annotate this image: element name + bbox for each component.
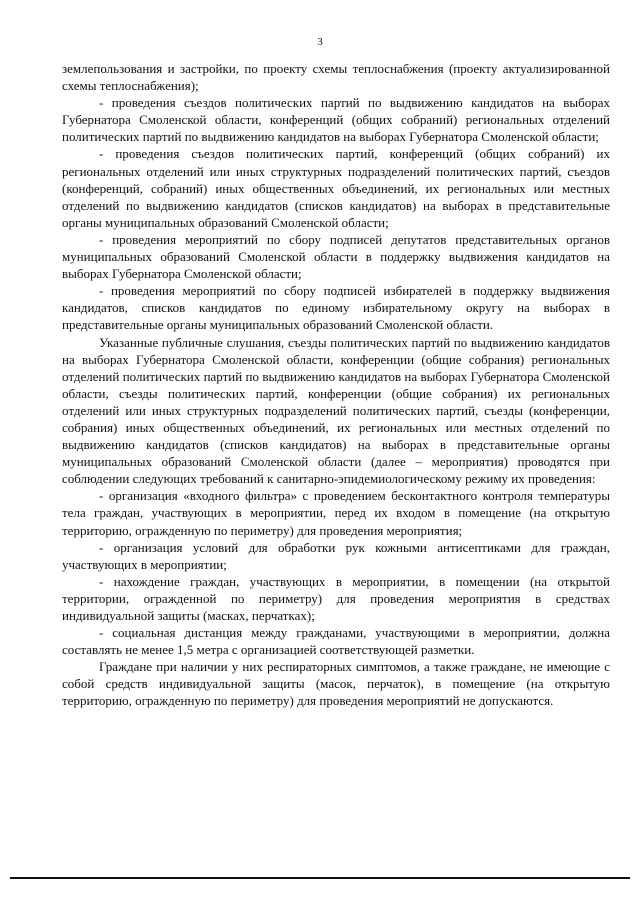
paragraph-social-distance: - социальная дистанция между гражданами, участвующими в мероприятии, должна составлять не менее 1,5 метра с организацией соответствующей разметки. [62, 625, 610, 658]
paragraph-party-congresses-governor: - проведения съездов политических партий по выдвижению кандидатов на выборах Губернатора Смоленской области, конференций (общих собраний) региональных отделений политических партий по выдвижению кандидатов на выборах Губернатора Смоленской области; [62, 95, 610, 145]
paragraph-voter-signatures: - проведения мероприятий по сбору подписей избирателей в поддержку выдвижения кандидатов, списков кандидатов по единому избирательному округу на выборах в представительные органы муниципальных образований Смоленской области. [62, 283, 610, 333]
paragraph-entry-filter: - организация «входного фильтра» с проведением бесконтактного контроля температуры тела граждан, участвующих в мероприятии, перед их входом в помещение (на открытую территорию, огражденную по периметру) для проведения мероприятия; [62, 488, 610, 538]
document-body [62, 60, 610, 710]
paragraph-antiseptics: - организация условий для обработки рук кожными антисептиками для граждан, участвующих в мероприятии; [62, 539, 610, 572]
paragraph-continuation: землепользования и застройки, по проекту схемы теплоснабжения (проекту актуализированной схемы теплоснабжения); [62, 61, 610, 94]
page-number: 3 [317, 36, 323, 48]
paragraph-admission-restriction: Граждане при наличии у них респираторных симптомов, а также граждане, не имеющие с собой средств индивидуальной защиты (масок, перчаток), в помещение (на открытую территорию, огражденную по периметру) для проведения мероприятий не допускаются. [62, 659, 610, 709]
paragraph-deputy-signatures: - проведения мероприятий по сбору подписей депутатов представительных органов муниципальных образований Смоленской области в поддержку выдвижения кандидатов на выборах Губернатора Смоленской области; [62, 231, 610, 282]
paragraph-protective-equipment: - нахождение граждан, участвующих в мероприятии, в помещении (на открытой территории, огражденной по периметру) для проведения мероприятия в средствах индивидуальной защиты (масках, перчатках); [62, 573, 610, 623]
footer-rule [10, 877, 630, 879]
paragraph-requirements-intro: Указанные публичные слушания, съезды политических партий по выдвижению кандидатов на выборах Губернатора Смоленской области, конференции (общие собрания) региональных отделений политических партий по выдвижению кандидатов на выборах Губернатора Смоленской области, съезды политических партий, конференции (общие собрания) их региональных отделений или иных структурных подразделений политических партий, съезды (конференции, собрания) иных общественных объединений, их региональных или местных отделений по выдвижению кандидатов (списков кандидатов) на выборах в представительные органы муниципальных образований Смоленской области (далее – мероприятия) проводятся при соблюдении следующих требований к санитарно-эпидемиологическому режиму их проведения: [62, 334, 610, 487]
paragraph-party-congresses-municipal: - проведения съездов политических партий, конференций (общих собраний) их региональных отделений или иных структурных подразделений политических партий, съездов (конференций, собраний) иных общественных объединений, их региональных или местных отделений по выдвижению кандидатов (списков кандидатов) на выборах в представительные органы муниципальных образований Смоленской области; [62, 146, 610, 230]
